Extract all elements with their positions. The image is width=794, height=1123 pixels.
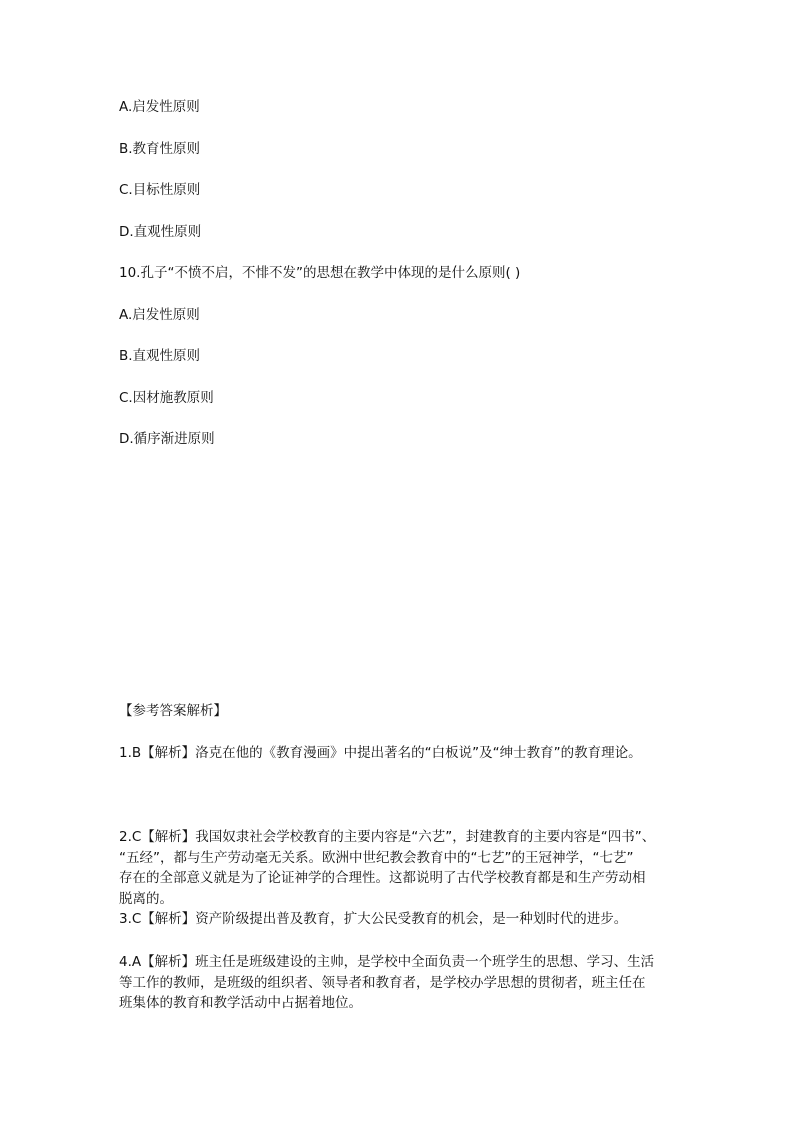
q10-option-a: A.启发性原则 — [119, 307, 200, 323]
answer-line: 等工作的教师，是班级的组织者、领导者和教育者，是学校办学思想的贯彻者，班主任在 — [119, 974, 646, 991]
q10-option-b: B.直观性原则 — [119, 348, 201, 364]
answer-line: 脱离的。 — [119, 890, 173, 907]
answer-4 — [119, 952, 699, 1014]
q9-option-d: D.直观性原则 — [119, 224, 202, 240]
q9-option-c: C.目标性原则 — [119, 182, 201, 198]
answer-line: 1.B【解析】洛克在他的《教育漫画》中提出著名的“白板说”及“绅士教育”的教育理论。 — [119, 745, 642, 761]
answer-line: 3.C【解析】资产阶级提出普及教育，扩大公民受教育的机会，是一种划时代的进步。 — [119, 911, 628, 927]
answer-1 — [119, 743, 699, 764]
q9-option-a: A.启发性原则 — [119, 99, 200, 115]
answer-line: “五经”，都与生产劳动毫无关系。欧洲中世纪教会教育中的“七艺”的王冠神学，“七艺” — [119, 849, 634, 866]
answer-2 — [119, 827, 699, 909]
answer-line: 存在的全部意义就是为了论证神学的合理性。这都说明了古代学校教育都是和生产劳动相 — [119, 870, 646, 886]
answer-line: 班集体的教育和教学活动中占据着地位。 — [119, 995, 362, 1011]
q10-option-c: C.因材施教原则 — [119, 390, 214, 406]
q10-stem: 10.孔子“不愤不启，不悱不发”的思想在教学中体现的是什么原则( ) — [119, 265, 521, 281]
q10-option-d: D.循序渐进原则 — [119, 431, 215, 447]
answer-3 — [119, 909, 699, 930]
answer-line: 4.A【解析】班主任是班级建设的主帅，是学校中全面负责一个班学生的思想、学习、生活 — [119, 954, 655, 970]
q9-option-b: B.教育性原则 — [119, 141, 201, 157]
answers-heading: 【参考答案解析】 — [119, 703, 227, 719]
answer-line: 2.C【解析】我国奴隶社会学校教育的主要内容是“六艺”，封建教育的主要内容是“四书”、 — [119, 829, 656, 845]
